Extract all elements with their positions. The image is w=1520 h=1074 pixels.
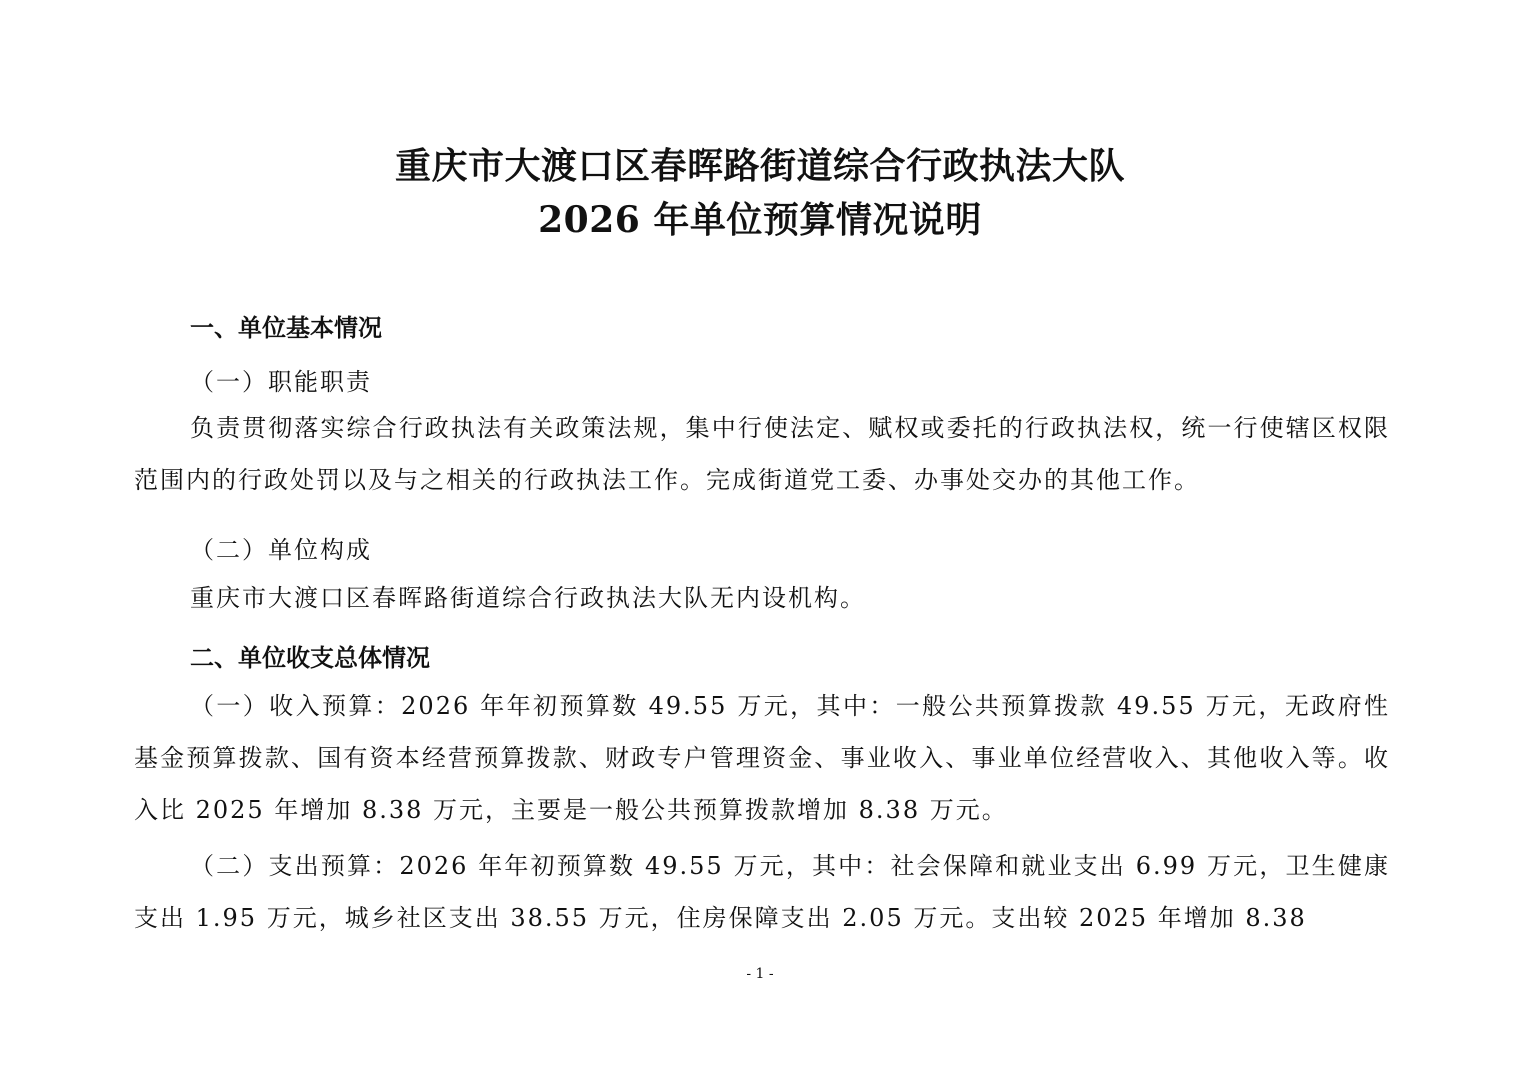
section1-sub1-text: 负责贯彻落实综合行政执法有关政策法规，集中行使法定、赋权或委托的行政执法权，统一行使辖区权限范围内的行政处罚以及与之相关的行政执法工作。完成街道党工委、办事处交办的其他工作。 [134,414,1390,494]
section2-heading: 二、单位收支总体情况 [190,644,430,672]
section2-income-paragraph [134,680,1390,836]
expense-label: （二）支出预算： [190,852,400,880]
income-text: 2026 年年初预算数 49.55 万元，其中：一般公共预算拨款 49.55 万元，无政府性基金预算拨款、国有资本经营预算拨款、财政专户管理资金、事业收入、事业单位经营收入、其他收入等。收入比 2025 年增加 8.38 万元，主要是一般公共预算拨款增加 8.38 万元。 [134,692,1390,824]
income-label: （一）收入预算： [190,692,402,720]
section1-sub2-text: 重庆市大渡口区春晖路街道综合行政执法大队无内设机构。 [190,584,866,612]
section1-heading: 一、单位基本情况 [190,314,382,342]
section2-expense-paragraph [134,840,1390,944]
document-title-line1: 重庆市大渡口区春晖路街道综合行政执法大队 [394,145,1125,187]
section1-sub2-heading: （二）单位构成 [190,536,372,564]
expense-text: 2026 年年初预算数 49.55 万元，其中：社会保障和就业支出 6.99 万元，卫生健康支出 1.95 万元，城乡社区支出 38.55 万元，住房保障支出 2.05 万元。支出较 2025 年增加 8.38 [134,852,1390,932]
page-number: - 1 - [746,966,774,982]
document-title-line2: 2026 年单位预算情况说明 [538,199,982,241]
section1-sub1-heading: （一）职能职责 [190,368,372,396]
